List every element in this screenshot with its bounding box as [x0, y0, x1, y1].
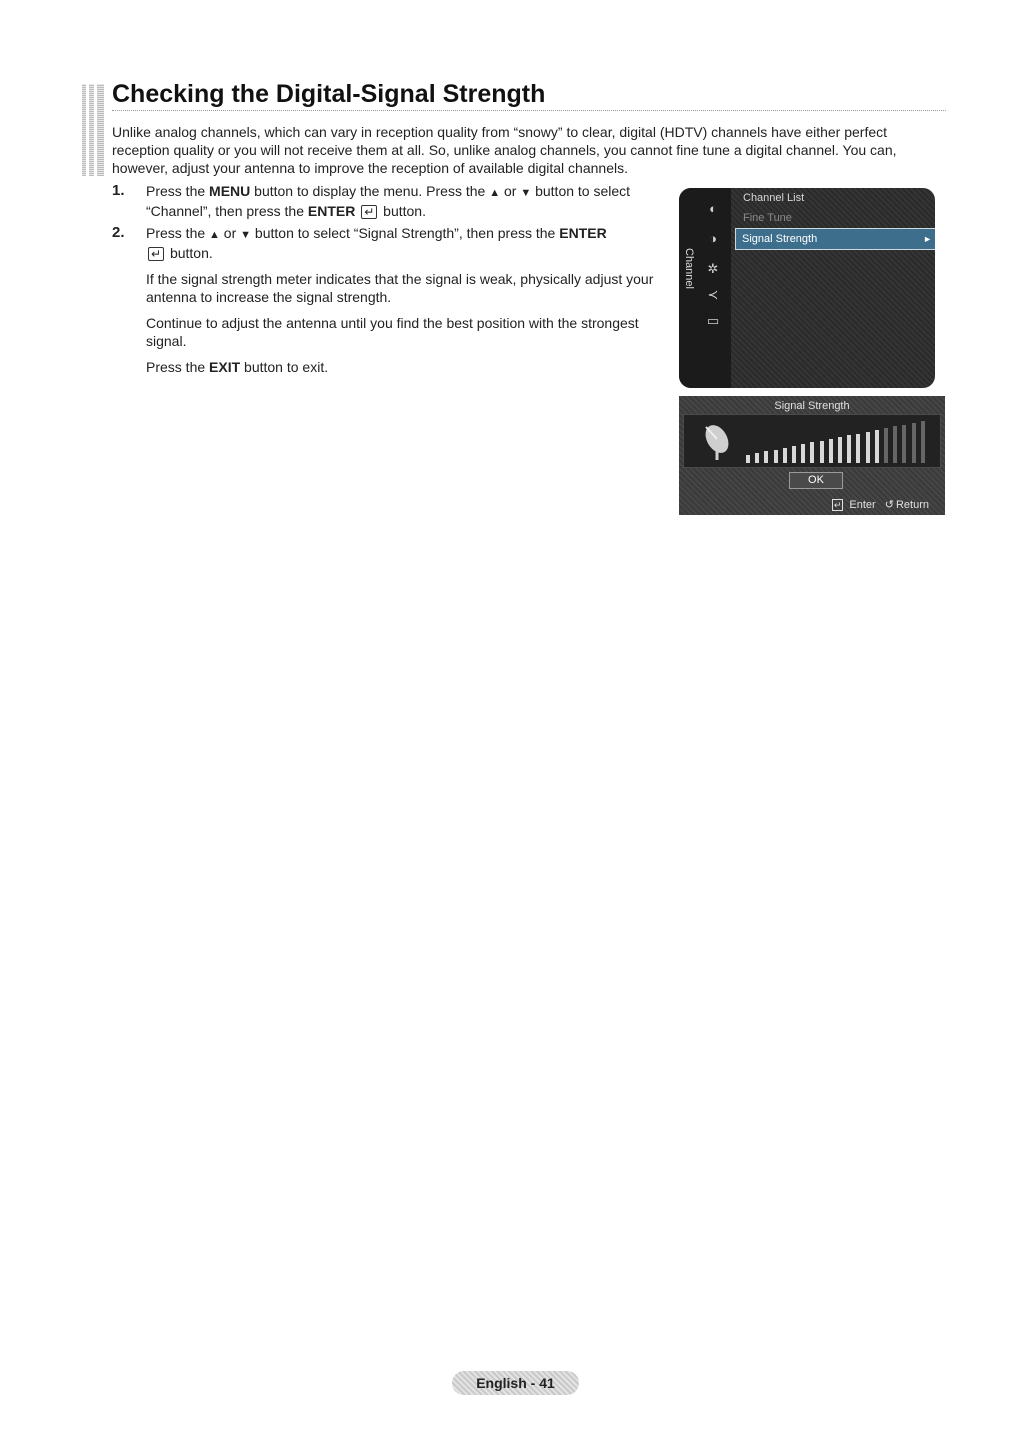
step-number: 2. [112, 224, 125, 241]
signal-bar [875, 430, 879, 463]
enter-key: ENTER [307, 203, 356, 219]
step-number: 1. [112, 182, 125, 199]
intro-paragraph: Unlike analog channels, which can vary in reception quality from “snowy” to clear, digital (HDTV) channels have either perfect reception quality or you will not receive them at all. So, unlike analog channels, you cannot fine tune a digital channel. You can, however, adjust your antenna to improve the reception of available digital channels. [112, 124, 897, 176]
enter-icon: ↵ [833, 500, 842, 510]
signal-bar [829, 439, 833, 463]
signal-bars [746, 419, 930, 463]
signal-bar [755, 453, 759, 463]
signal-footer [826, 498, 929, 511]
text: button to select “Channel”, then press the [146, 183, 631, 219]
down-arrow-icon: ▼ [520, 187, 532, 199]
enter-icon: ↵ [148, 247, 164, 261]
menu-sidebar [679, 188, 731, 388]
signal-bar [792, 446, 796, 463]
step-text [146, 224, 672, 262]
section-side-bars [82, 84, 104, 176]
steps-list [112, 182, 672, 380]
text: button to select “Signal Strength”, then press the [251, 225, 560, 241]
signal-bar [921, 421, 925, 463]
text: Press the [146, 183, 210, 199]
signal-bar [801, 444, 805, 463]
enter-key: ENTER [559, 225, 607, 241]
antenna-icon: ◐ [709, 201, 717, 216]
signal-bar [866, 432, 870, 463]
satellite-dish-icon [700, 421, 734, 461]
up-arrow-icon: ▲ [489, 187, 501, 199]
text: or [500, 183, 521, 199]
text: button. [166, 245, 213, 261]
tv-icon: ▭ [706, 313, 720, 328]
menu-item-label: Signal Strength [742, 233, 818, 245]
signal-bar [847, 435, 851, 463]
enter-icon: ↵ [361, 205, 377, 219]
menu-item-fine-tune[interactable]: Fine Tune [743, 212, 792, 224]
step-note-weak-signal: If the signal strength meter indicates that the signal is weak, physically adjust your antenna to increase the signal strength. [146, 271, 654, 305]
signal-bar [764, 451, 768, 463]
step-note-adjust: Continue to adjust the antenna until you find the best position with the strongest signal. [146, 315, 639, 349]
signal-bar [820, 441, 824, 463]
text: button to display the menu. Press the [250, 183, 490, 199]
satellite-icon: ◑ [709, 231, 717, 246]
signal-strength-screenshot [679, 396, 945, 515]
gear-icon: ✲ [707, 261, 719, 276]
step-note-exit [146, 358, 672, 376]
title-rule [112, 110, 946, 112]
ok-button[interactable]: OK [789, 472, 843, 489]
signal-bar [746, 455, 750, 463]
signal-title: Signal Strength [774, 400, 850, 412]
signal-bar [902, 425, 906, 463]
page-number-footer: English - 41 [452, 1371, 579, 1395]
signal-bar [783, 448, 787, 463]
step-2 [112, 224, 672, 376]
signal-bar [774, 450, 778, 463]
text: Press the [146, 359, 210, 375]
signal-bar [912, 423, 916, 463]
signal-bar [893, 426, 897, 463]
input-icon: ≺ [707, 287, 719, 302]
signal-bar [810, 442, 814, 463]
up-arrow-icon: ▲ [209, 229, 220, 241]
page-title: Checking the Digital-Signal Strength [112, 80, 546, 108]
exit-key: EXIT [209, 359, 241, 375]
channel-menu-screenshot [679, 188, 935, 388]
return-hint: Return [895, 499, 929, 511]
signal-meter [683, 414, 941, 468]
text: button. [379, 203, 426, 219]
menu-item-channel-list[interactable]: Channel List [743, 192, 805, 204]
menu-key: MENU [209, 183, 251, 199]
menu-item-signal-strength[interactable] [735, 228, 935, 250]
return-icon: ↺ [884, 499, 894, 511]
text: or [219, 225, 241, 241]
chevron-right-icon: ► [923, 234, 932, 244]
signal-bar [838, 437, 842, 463]
signal-bar [856, 434, 860, 463]
text: Press the [146, 225, 210, 241]
signal-bar [884, 428, 888, 463]
step-text [146, 182, 672, 220]
menu-category-label: Channel [683, 248, 695, 289]
text: button to exit. [240, 359, 329, 375]
down-arrow-icon: ▼ [240, 229, 252, 241]
step-1 [112, 182, 672, 220]
enter-hint: Enter [849, 499, 876, 511]
